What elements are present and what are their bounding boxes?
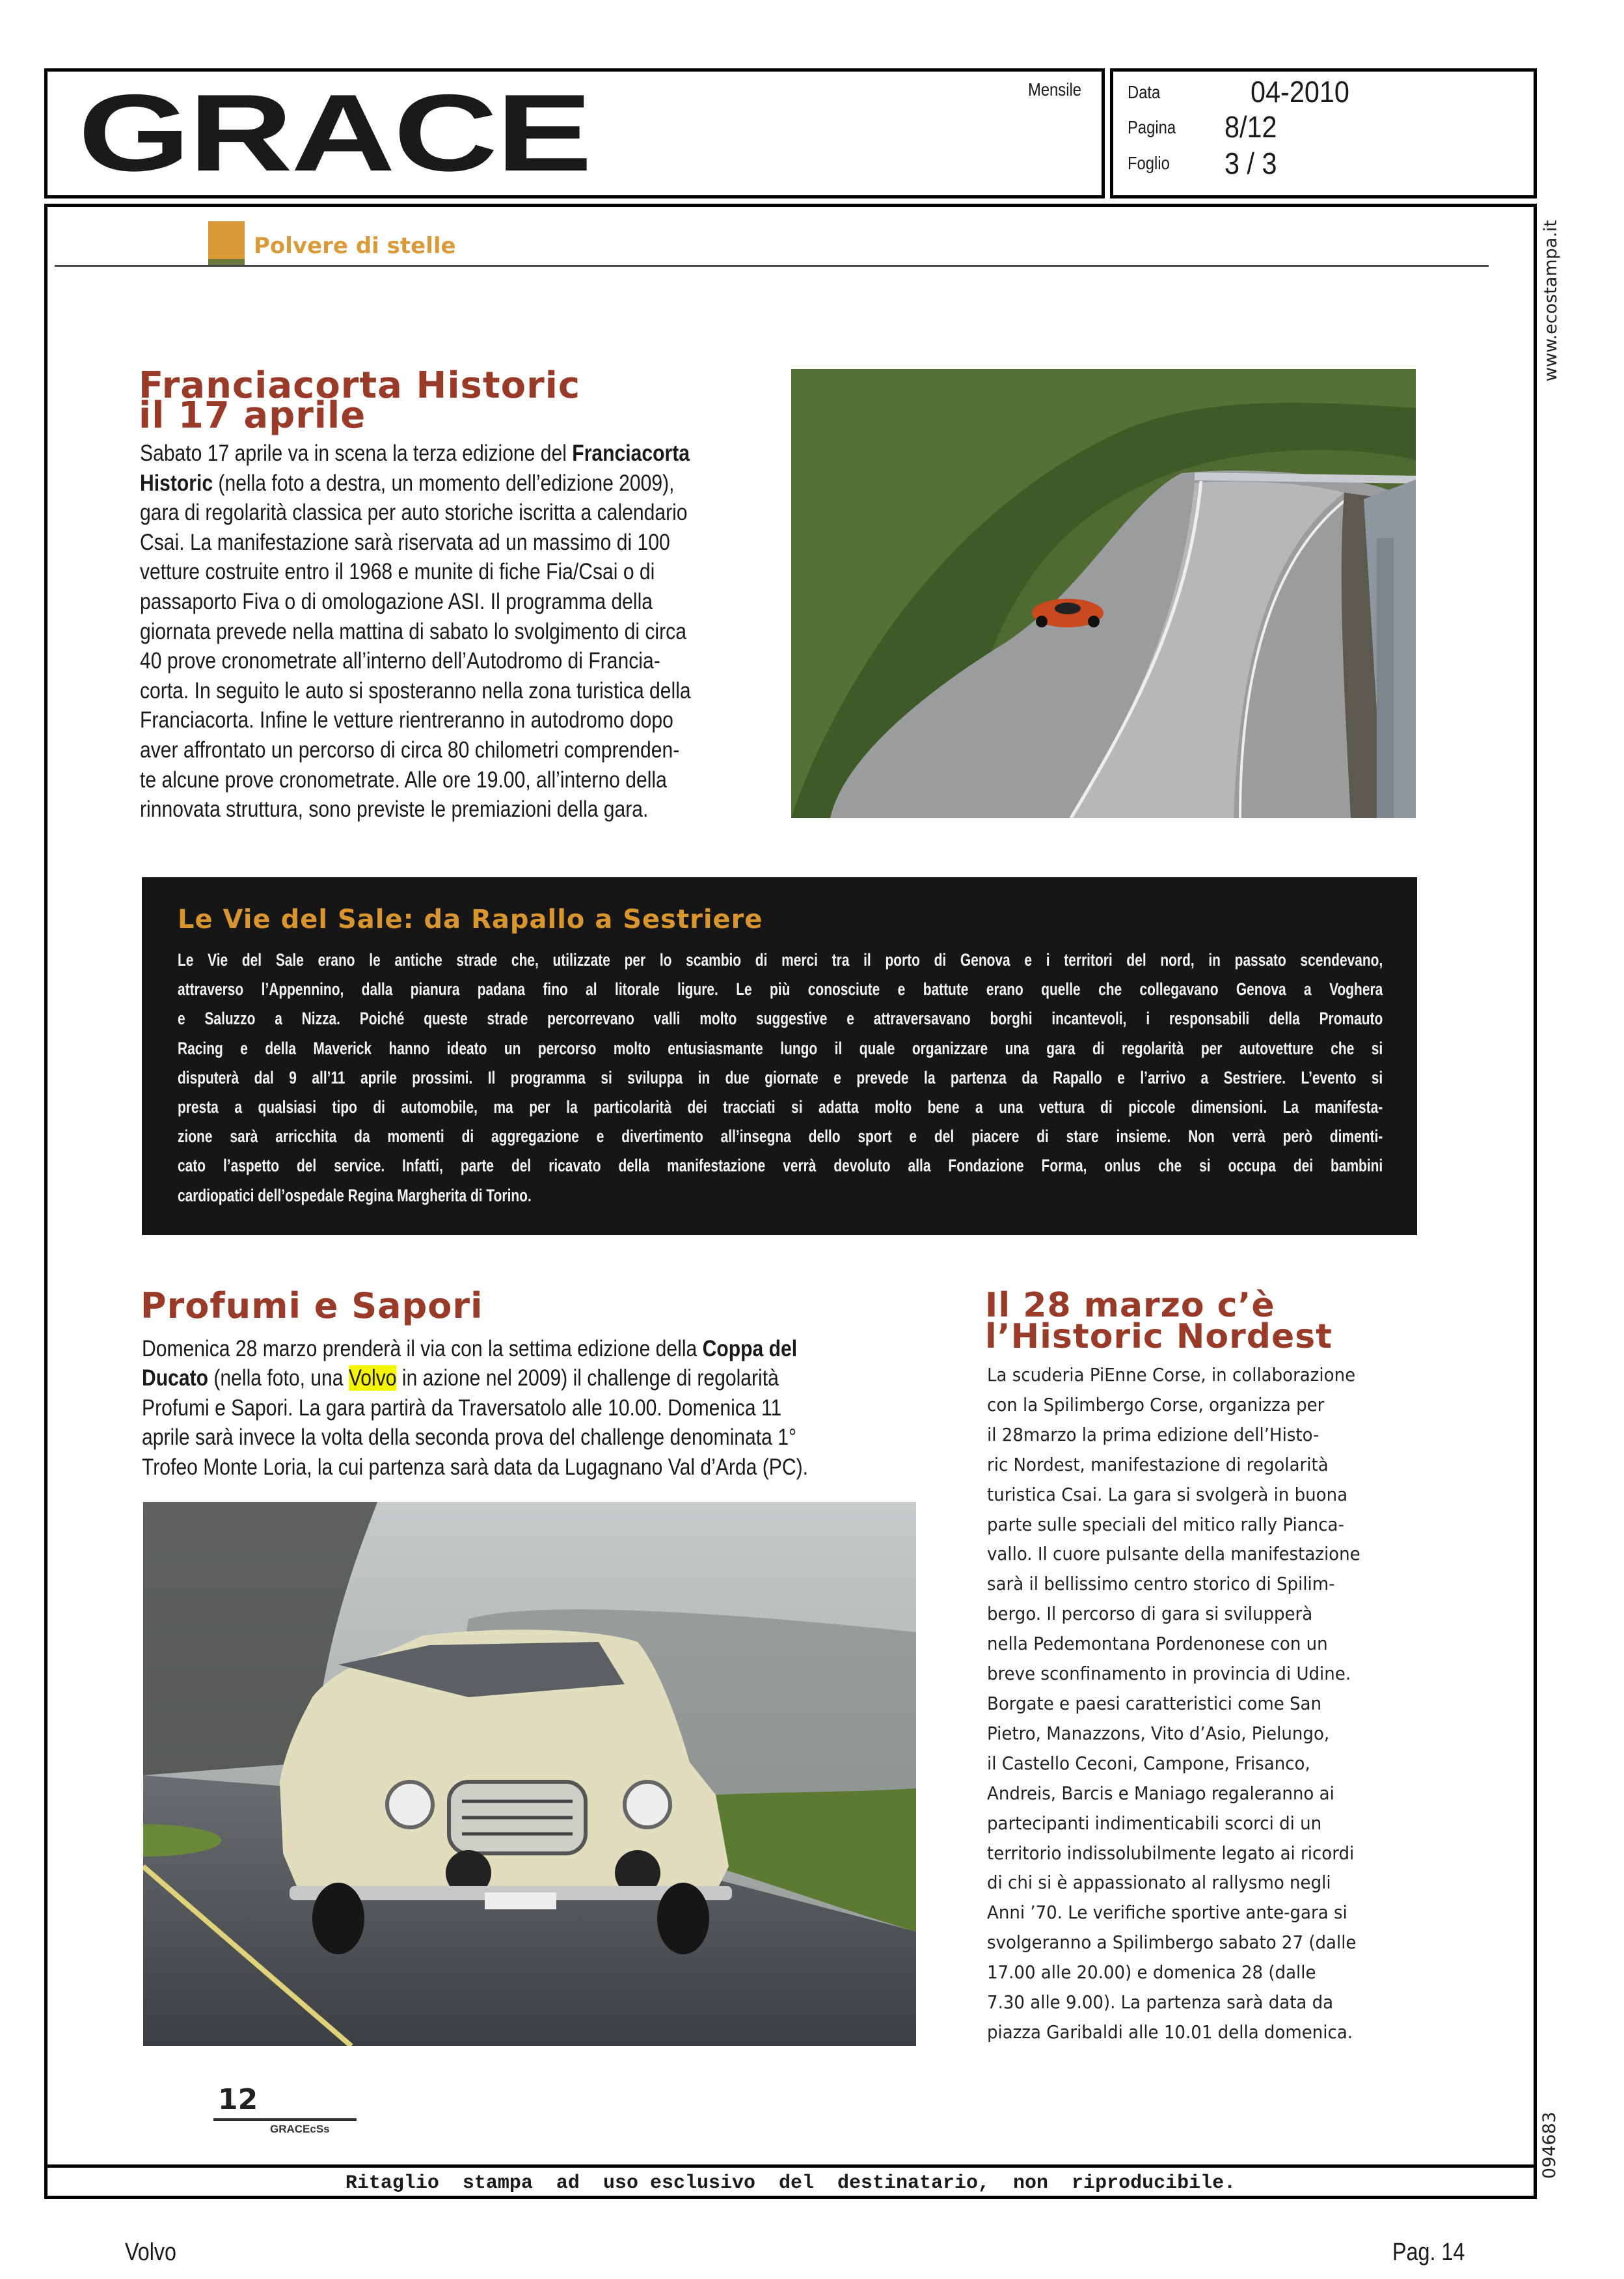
foglio-label: Foglio [1128,153,1170,173]
text-line: disputerà dal 9 all’11 aprile prossimi. Il programma si sviluppa in due giornate e prevede la partenza da Rapallo e l’arrivo a Sestriere. L’evento si [178,1067,1383,1087]
text-line: Csai. La manifestazione sarà riservata ad un massimo di 100 [140,529,670,555]
clipping-keyword: Volvo [125,2239,177,2266]
disclaimer-divider [44,2164,1537,2168]
bold-text: Franciacorta [572,441,690,466]
title-line: Il 28 marzo c’è [985,1286,1275,1325]
text-line: Trofeo Monte Loria, la cui partenza sarà data da Lugagnano Val d’Arda (PC). [142,1454,809,1480]
clipping-code: 094683 [1539,2112,1560,2179]
pagina-value: 8/12 [1225,110,1277,144]
bold-text: Ducato [142,1365,209,1391]
section-rule [55,265,1489,267]
text-line: parte sulle speciali del mitico rally Pianca- [987,1513,1344,1535]
text-line: e Saluzzo a Nizza. Poiché queste strade percorrevano valli molto suggestive e attraversavano borghi incantevoli, i responsabili della Promauto [178,1009,1383,1029]
text-line: aprile sarà invece la volta della seconda prova del challenge denominata 1° [142,1425,796,1451]
text-line: 40 prove cronometrate all’interno dell’Autodromo di Francia- [140,648,660,674]
text-line: La scuderia PiEnne Corse, in collaborazione [987,1364,1356,1385]
text-line: cardiopatici dell’ospedale Regina Margherita di Torino. [178,1185,532,1205]
text-line: nella Pedemontana Pordenonese con un [987,1633,1328,1655]
text-line: rinnovata struttura, sono previste le premiazioni della gara. [140,797,649,823]
text-line: svolgeranno a Spilimbergo sabato 27 (dalle [987,1931,1357,1954]
text-line: Pietro, Manazzons, Vito d’Asio, Pielungo, [987,1722,1330,1744]
article-profumi-body [142,1334,808,1482]
article-franciacorta-body [140,439,691,825]
text-line: giornata prevede nella mattina di sabato lo svolgimento di circa [140,618,686,644]
disclaimer: Ritaglio stampa ad uso esclusivo del destinatario, non riproducibile. [345,2172,1236,2194]
section-label: Polvere di stelle [254,233,456,259]
feature-box-body [178,946,1383,1210]
magazine-logo: GRACE [78,72,591,194]
pagina-label: Pagina [1128,117,1176,137]
title-line: Franciacorta Historic [139,364,581,407]
highlighted-keyword: Volvo [348,1365,397,1391]
text-line: corta. In seguito le auto si sposteranno nella zona turistica della [140,677,691,703]
text-line: Borgate e paesi caratteristici come San [987,1692,1321,1714]
text-line: presta a qualsiasi tipo di automobile, ma per la particolarità dei tracciati si adatta molto bene a una vettura di piccole dimensioni. La manifesta- [178,1097,1383,1117]
text-line: Profumi e Sapori. La gara partirà da Traversatolo alle 10.00. Domenica 11 [142,1395,782,1421]
article-franciacorta-title [139,364,581,437]
text-line: Andreis, Barcis e Maniago regaleranno ai [987,1782,1334,1804]
article-nordest-title [985,1286,1333,1356]
text-line: passaporto Fiva o di omologazione ASI. Il programma della [140,588,653,614]
page-number-rule [213,2118,357,2121]
foglio-value: 3 / 3 [1225,146,1277,180]
text-line: di chi si è appassionato al rallysmo negli [987,1872,1331,1894]
text-line: territorio indissolubilmente legato ai ricordi [987,1842,1355,1864]
text-line: cato l’aspetto del service. Infatti, parte del ricavato della manifestazione verrà devoluto alla Fondazione Forma, onlus che si occupa dei bambini [178,1156,1383,1176]
text-line: Racing e della Maverick hanno ideato un percorso molto entusiasmante lungo il quale organizzare una gara di regolarità per autovetture che si [178,1038,1383,1058]
text-line: Historic (nella foto a destra, un momento dell’edizione 2009), [140,470,675,496]
text-line: turistica Csai. La gara si svolgerà in buona [987,1483,1348,1505]
document-page: Pag. 14 [1392,2239,1465,2266]
feature-box-title: Le Vie del Sale: da Rapallo a Sestriere [178,905,763,935]
feature-box-vie-del-sale [142,877,1417,1235]
frequency: Mensile [1028,79,1082,100]
text-line: Sabato 17 aprile va in scena la terza edizione del Franciacorta [140,441,690,466]
text-line: Anni ’70. Le verifiche sportive ante-gara si [987,1902,1347,1924]
text-line: ric Nordest, manifestazione di regolarità [987,1453,1329,1475]
text-line: piazza Garibaldi alle 10.01 della domenica. [987,2021,1353,2043]
bold-text: Coppa del [702,1336,798,1361]
text-line: 7.30 alle 9.00). La partenza sarà data da [987,1991,1334,2013]
bold-text: Historic [140,470,213,496]
text-line: zione sarà arricchita da momenti di aggregazione e divertimento all’insegna dello sport e del piacere di stare insieme. Non verrà però dimenti- [178,1126,1383,1147]
title-line: l’Historic Nordest [985,1317,1333,1356]
text-line: bergo. Il percorso di gara si svilupperà [987,1603,1313,1625]
text-line: con la Spilimbergo Corse, organizza per [987,1393,1325,1415]
text-line: 17.00 alle 20.00) e domenica 28 (dalle [987,1961,1316,1984]
title-line: il 17 aprile [139,394,366,437]
data-label: Data [1128,82,1161,102]
text-line: il Castello Ceconi, Campone, Frisanco, [987,1752,1310,1774]
text-line: Domenica 28 marzo prenderà il via con la settima edizione della Coppa del [142,1336,798,1361]
text-line: aver affrontato un percorso di circa 80 chilometri comprenden- [140,737,680,763]
data-value: 04-2010 [1251,75,1349,109]
text-line: breve sconfinamento in provincia di Udine. [987,1663,1351,1685]
section-marker [208,221,245,266]
text-line: attraverso l’Appennino, dalla pianura padana fino al litorale ligure. Le più conosciute e battute erano quelle che collegavano Genova a Voghera [178,979,1383,1000]
text-line: te alcune prove cronometrate. Alle ore 19.00, all’interno della [140,767,667,793]
text-line: il 28marzo la prima edizione dell’Histo- [987,1423,1320,1445]
article-nordest-body [987,1360,1360,2047]
text-line: Le Vie del Sale erano le antiche strade che, utilizzate per lo scambio di merci tra il porto di Genova e i territori del nord, in passato scendevano, [178,950,1383,970]
text-line: Ducato (nella foto, una Volvo in azione nel 2009) il challenge di regolarità [142,1365,779,1391]
text-line: vetture costruite entro il 1968 e munite di fiche Fia/Csai o di [140,559,655,585]
text-line: Franciacorta. Infine le vetture rientreranno in autodromo dopo [140,707,673,733]
text-line: vallo. Il cuore pulsante della manifestazione [987,1543,1360,1565]
text-line: gara di regolarità classica per auto storiche iscritta a calendario [140,500,688,526]
article-profumi-title: Profumi e Sapori [141,1285,483,1326]
photo-hairpin-road [791,369,1416,818]
magazine-page-number: 12 [218,2083,258,2116]
magazine-footer-name: GRACEcSs [270,2123,330,2135]
text-line: partecipanti indimenticabili scorci di un [987,1812,1322,1834]
photo-volvo-rain [143,1502,916,2046]
website-label: www.ecostampa.it [1541,220,1561,382]
text-line: sarà il bellissimo centro storico di Spilim- [987,1573,1335,1595]
